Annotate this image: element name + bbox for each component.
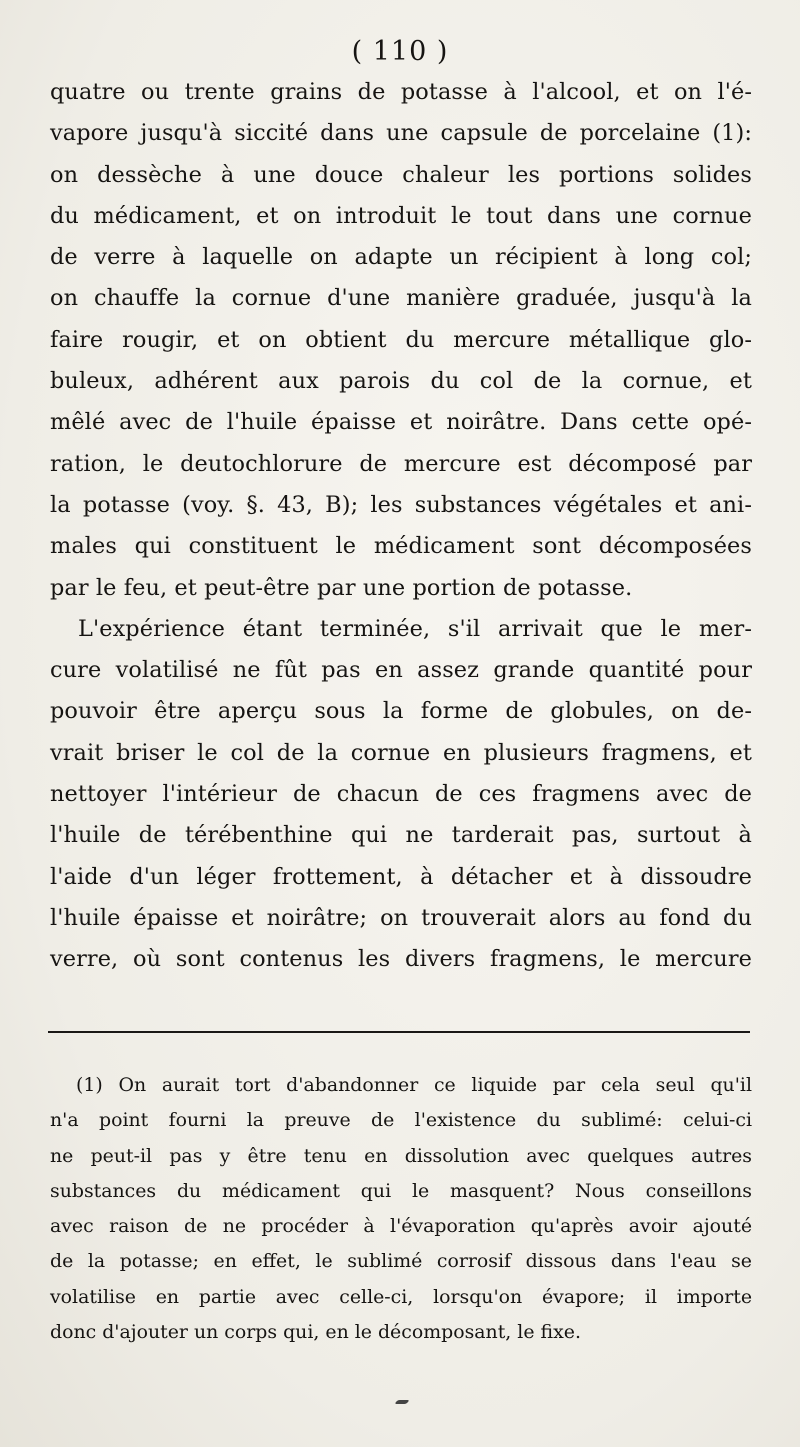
- text-line: males qui constituent le médicament sont décomposées: [50, 533, 752, 560]
- text-line: verre, où sont contenus les divers fragmens, le mercure: [50, 946, 752, 973]
- text-line: vapore jusqu'à siccité dans une capsule de porcelaine (1):: [50, 120, 752, 147]
- footnote-divider: [48, 1031, 750, 1033]
- text-line: cure volatilisé ne fût pas en assez grande quantité pour: [50, 657, 752, 684]
- text-line: mêlé avec de l'huile épaisse et noirâtre. Dans cette opé-: [50, 409, 752, 436]
- footnote-line: volatilise en partie avec celle-ci, lorsqu'on évapore; il importe: [50, 1285, 752, 1308]
- text-line: l'huile épaisse et noirâtre; on trouverait alors au fond du: [50, 904, 752, 931]
- footnote-line: (1) On aurait tort d'abandonner ce liquide par cela seul qu'il: [76, 1074, 752, 1096]
- text-line: l'aide d'un léger frottement, à détacher et à dissoudre: [50, 863, 752, 890]
- text-line: faire rougir, et on obtient du mercure métallique glo-: [50, 326, 752, 353]
- text-line: la potasse (voy. §. 43, B); les substances végétales et ani-: [50, 491, 752, 518]
- text-line: quatre ou trente grains de potasse à l'alcool, et on l'é-: [50, 79, 752, 105]
- text-line: L'expérience étant terminée, s'il arrivait que le mer-: [78, 615, 752, 642]
- text-line: pouvoir être aperçu sous la forme de globules, on de-: [50, 698, 752, 725]
- text-line: du médicament, et on introduit le tout dans une cornue: [50, 202, 752, 229]
- text-line: ration, le deutochlorure de mercure est décomposé par: [50, 450, 752, 477]
- text-line: de verre à laquelle on adapte un récipient à long col;: [50, 244, 752, 271]
- footnote-line: avec raison de ne procéder à l'évaporation qu'après avoir ajouté: [50, 1215, 752, 1238]
- text-line: buleux, adhérent aux parois du col de la cornue, et: [50, 368, 752, 395]
- ink-speck: [394, 1400, 409, 1404]
- footnote-line: ne peut-il pas y être tenu en dissolution avec quelques autres: [50, 1144, 752, 1167]
- text-line: on dessèche à une douce chaleur les portions solides: [50, 161, 752, 188]
- footnote-line: donc d'ajouter un corps qui, en le décomposant, le fixe.: [50, 1321, 581, 1344]
- text-line: nettoyer l'intérieur de chacun de ces fragmens avec de: [50, 781, 752, 808]
- footnote: [50, 1068, 752, 1350]
- main-text: [50, 72, 752, 981]
- text-line: l'huile de térébenthine qui ne tarderait pas, surtout à: [50, 822, 752, 849]
- footnote-line: de la potasse; en effet, le sublimé corrosif dissous dans l'eau se: [50, 1250, 752, 1273]
- footnote-line: substances du médicament qui le masquent? Nous conseillons: [50, 1179, 752, 1202]
- text-line: par le feu, et peut-être par une portion de potasse.: [50, 574, 633, 601]
- text-line: vrait briser le col de la cornue en plusieurs fragmens, et: [50, 739, 752, 766]
- footnote-line: n'a point fourni la preuve de l'existence du sublimé: celui-ci: [50, 1109, 752, 1132]
- text-line: on chauffe la cornue d'une manière graduée, jusqu'à la: [50, 285, 752, 312]
- page-number: ( 110 ): [351, 36, 449, 67]
